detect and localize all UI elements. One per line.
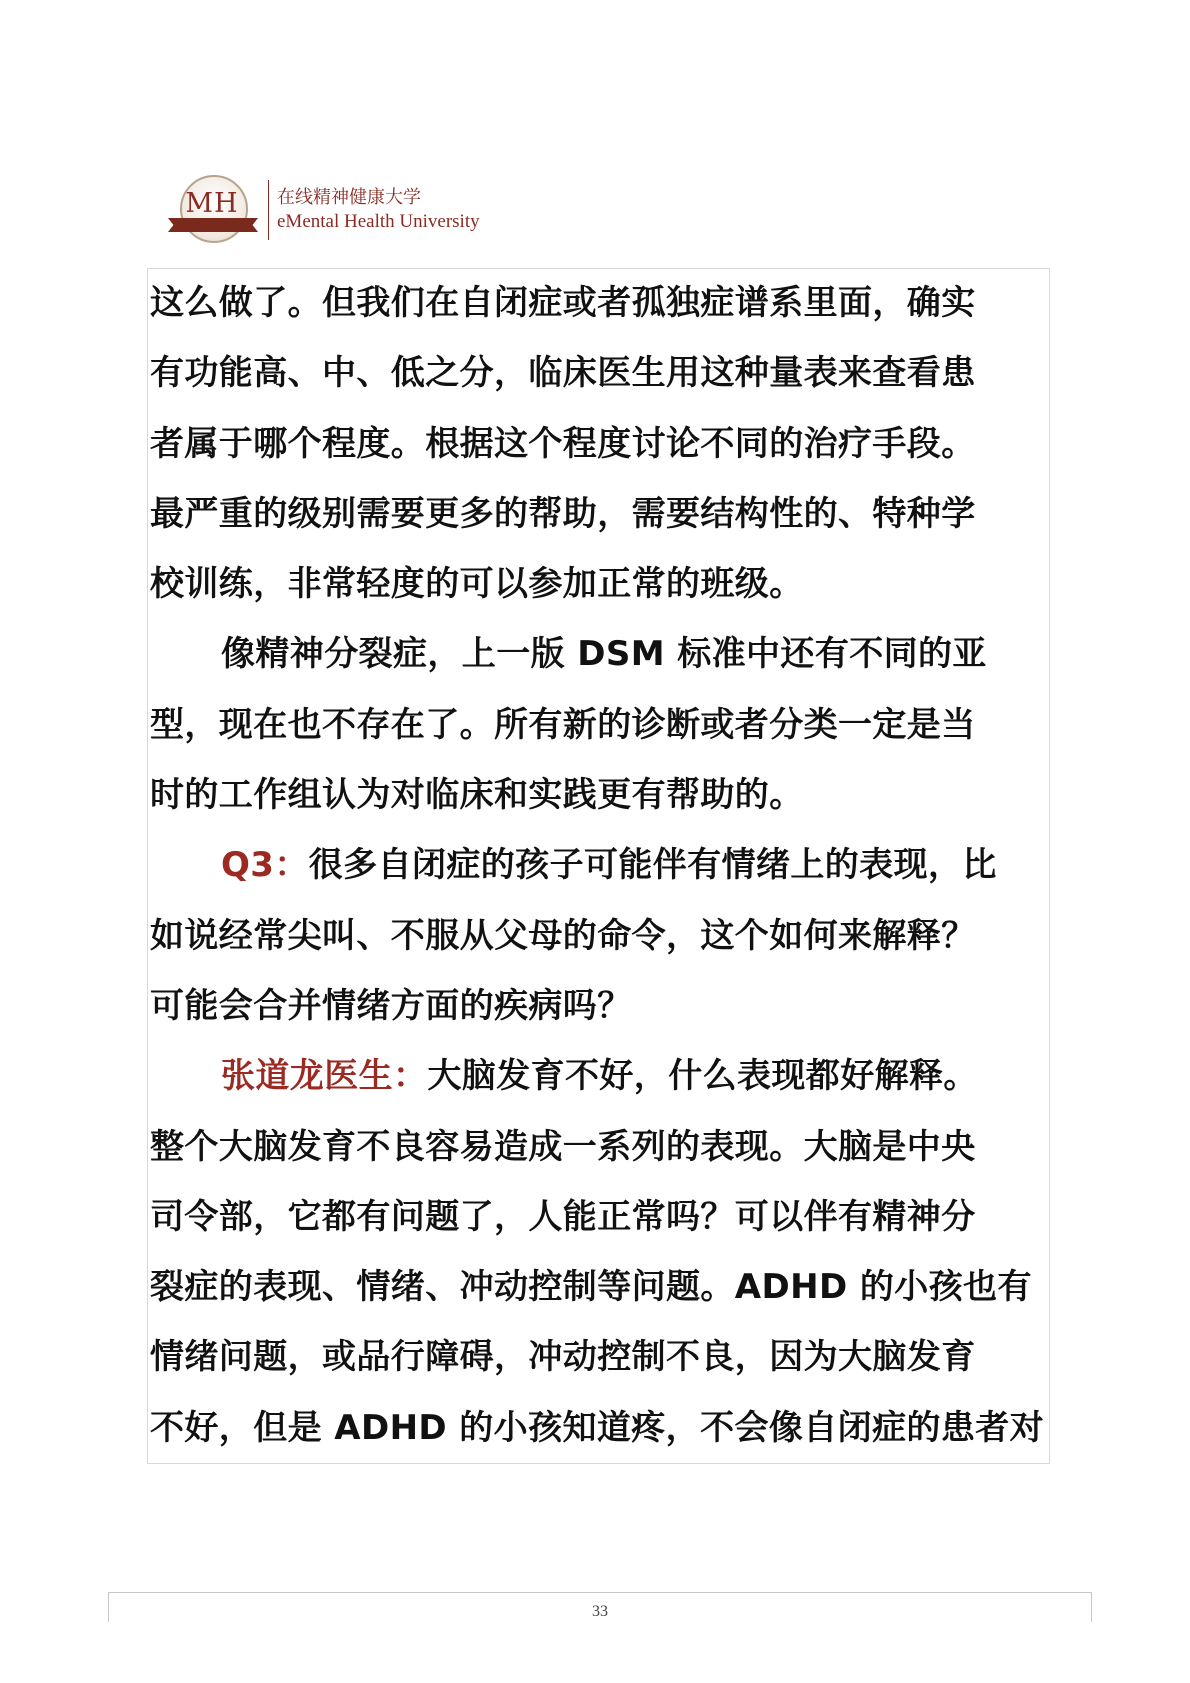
text-line: 型，现在也不存在了。所有新的诊断或者分类一定是当: [150, 704, 976, 745]
text-line: 这么做了。但我们在自闭症或者孤独症谱系里面，确实: [150, 283, 976, 323]
question-line: Q3：很多自闭症的孩子可能伴有情绪上的表现，比: [221, 845, 997, 886]
text-line: 者属于哪个程度。根据这个程度讨论不同的治疗手段。: [150, 423, 976, 464]
text-line: 像精神分裂症，上一版 DSM 标准中还有不同的亚: [221, 634, 987, 675]
text-line: 时的工作组认为对临床和实践更有帮助的。: [150, 775, 804, 816]
header-title-cn: 在线精神健康大学: [277, 187, 421, 208]
header-titles: [277, 186, 480, 234]
text-line: 如说经常尖叫、不服从父母的命令，这个如何来解释？: [150, 915, 976, 956]
header-title-en: eMental Health University: [277, 211, 480, 232]
text-line: 不好，但是 ADHD 的小孩知道疼，不会像自闭症的患者对: [150, 1407, 1045, 1448]
text-line: 可能会合并情绪方面的疾病吗？: [150, 985, 632, 1026]
text-line: 有功能高、中、低之分，临床医生用这种量表来查看患: [150, 353, 976, 394]
text-line: 校训练，非常轻度的可以参加正常的班级。: [150, 564, 804, 605]
speaker-label: 张道龙医生：: [221, 1056, 428, 1097]
body-text: [150, 268, 1052, 1463]
question-label: Q3：: [221, 845, 309, 886]
footer-rule: [108, 1592, 1092, 1593]
footer-tick-left: [108, 1592, 109, 1622]
header-divider: [268, 180, 269, 240]
text-line: 司令部，它都有问题了，人能正常吗？可以伴有精神分: [150, 1196, 976, 1237]
text-line: 最严重的级别需要更多的帮助，需要结构性的、特种学: [150, 493, 976, 534]
text-line: 情绪问题，或品行障碍，冲动控制不良，因为大脑发育: [150, 1337, 976, 1378]
logo-ribbon: [168, 218, 258, 232]
text-line: 裂症的表现、情绪、冲动控制等问题。ADHD 的小孩也有: [150, 1267, 1032, 1308]
footer-tick-right: [1091, 1592, 1092, 1622]
page-number: 33: [592, 1603, 608, 1620]
logo-text: MH: [185, 188, 239, 219]
text-line: 整个大脑发育不良容易造成一系列的表现。大脑是中央: [150, 1126, 976, 1167]
page-header: [168, 170, 480, 250]
university-logo: [168, 170, 264, 250]
answer-line: 张道龙医生：大脑发育不好，什么表现都好解释。: [221, 1056, 978, 1097]
